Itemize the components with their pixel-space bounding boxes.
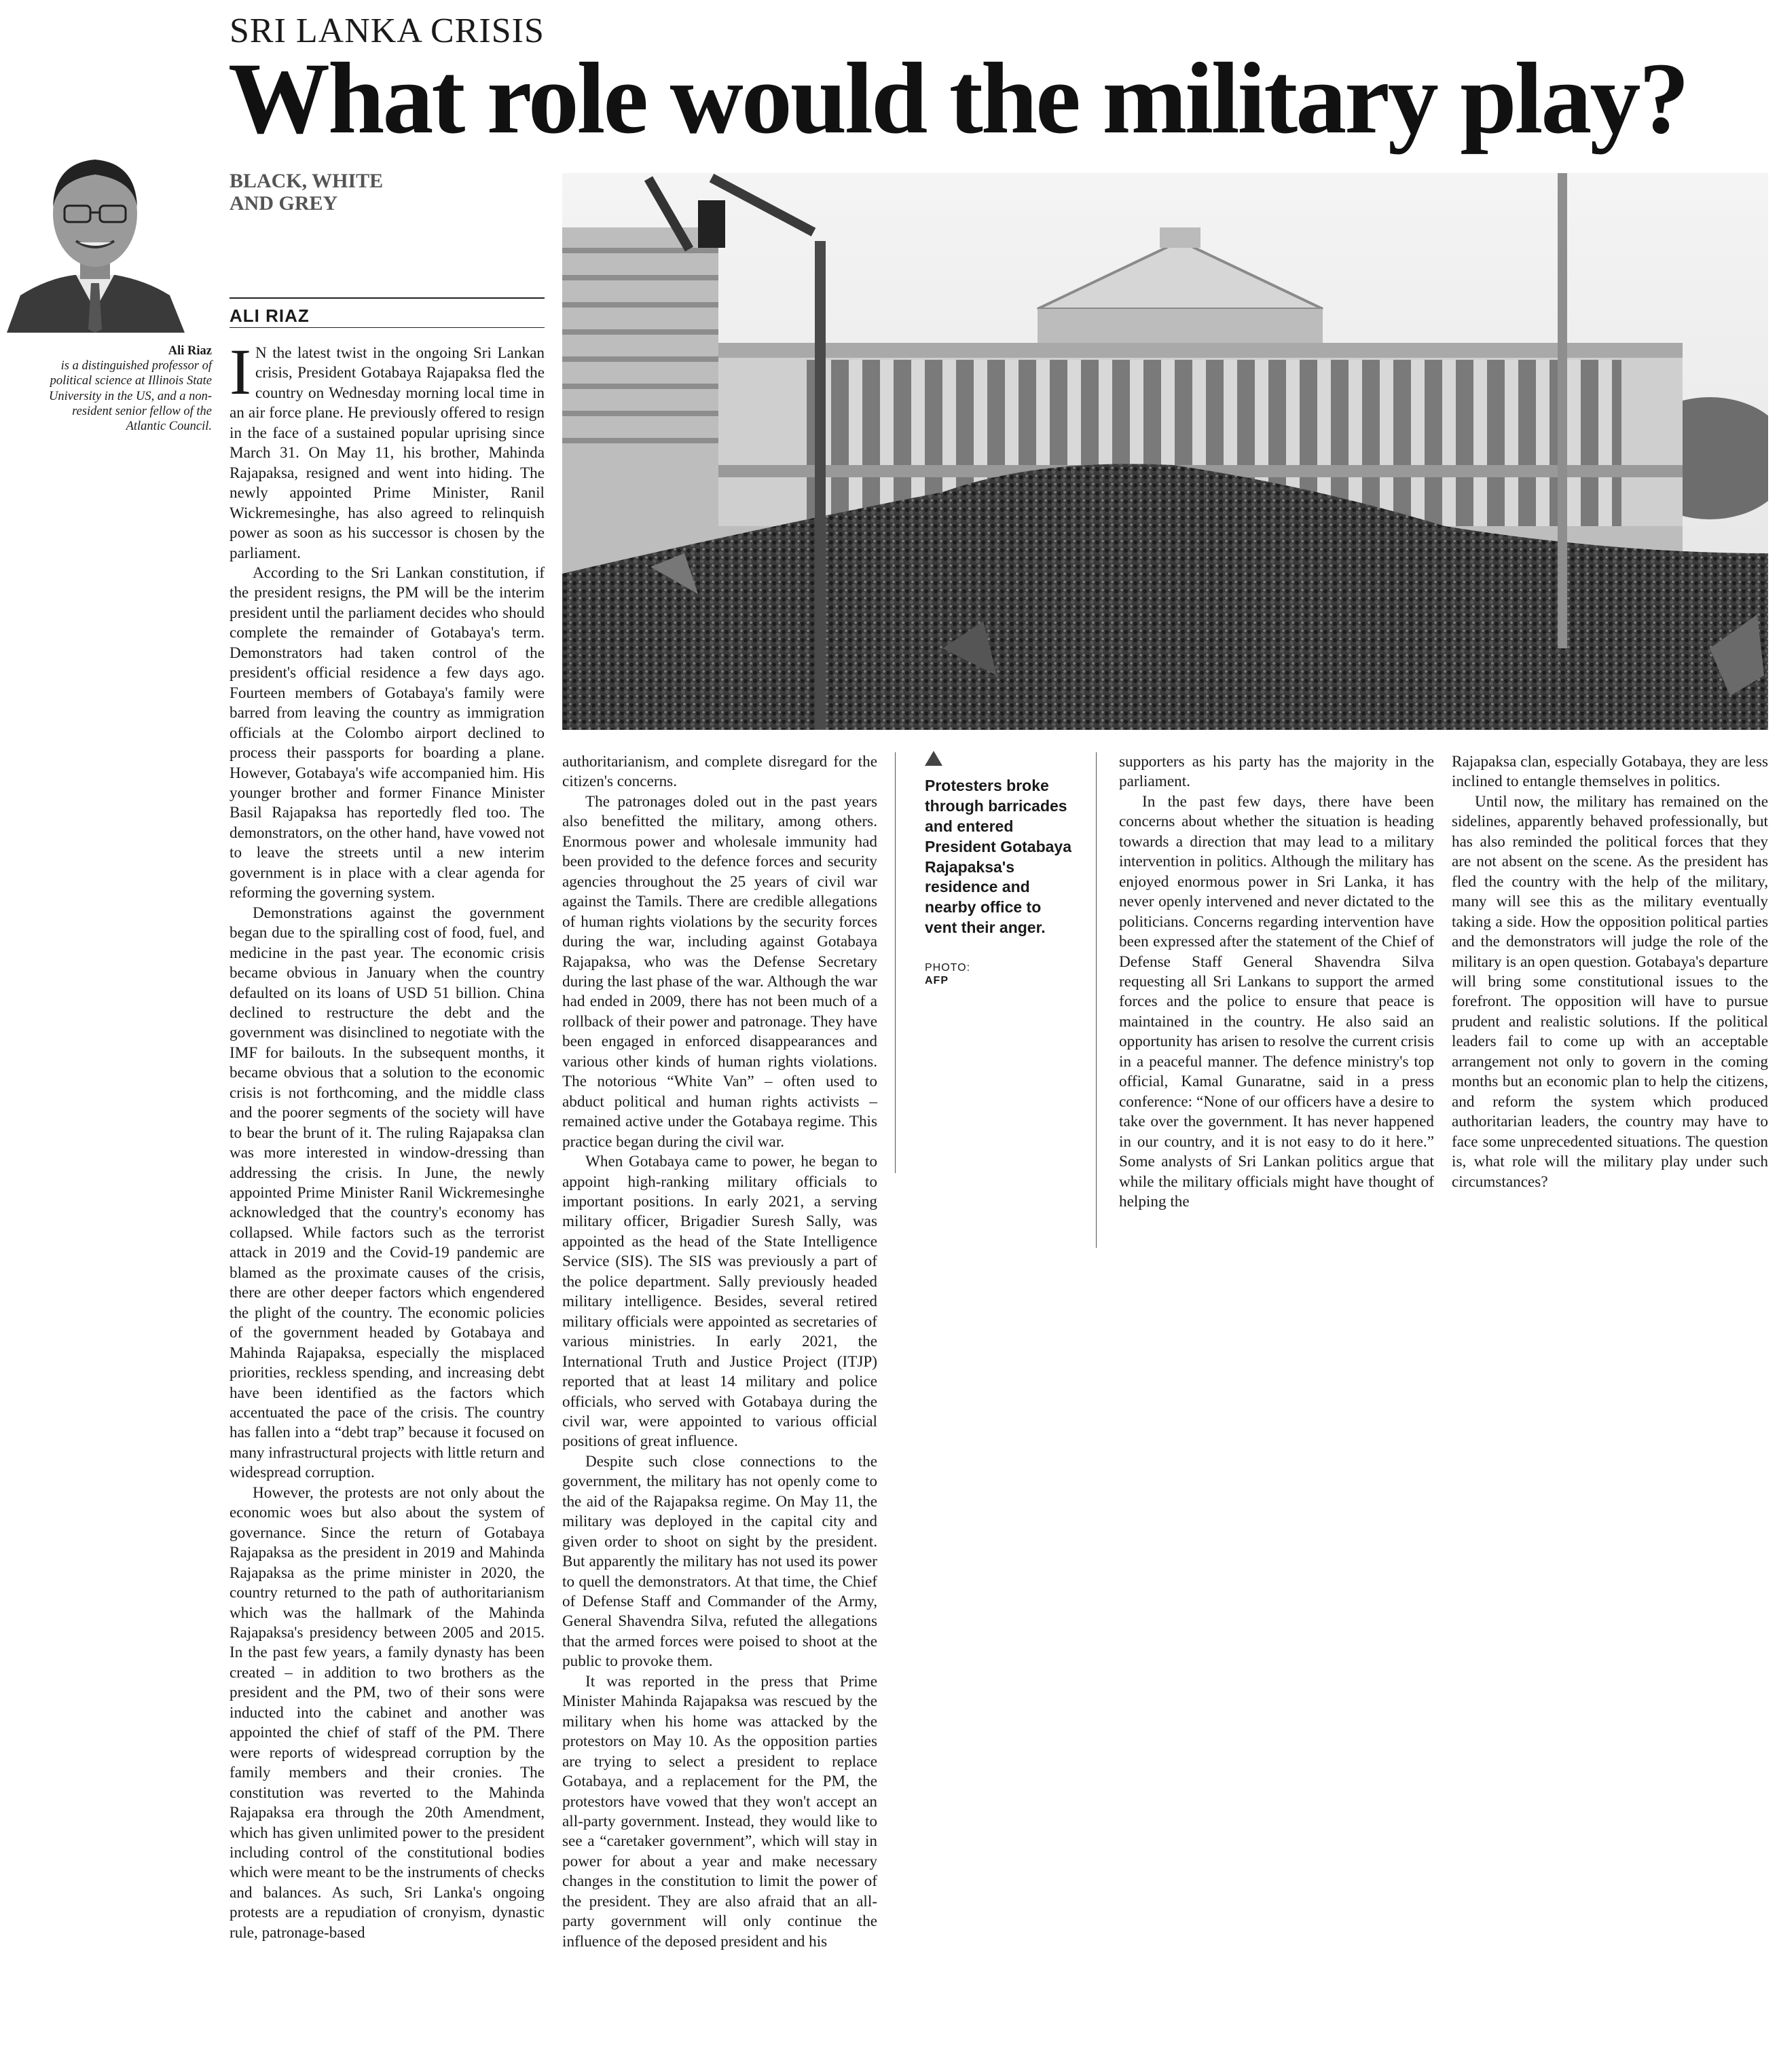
article-column-2 xyxy=(562,752,877,1952)
article-paragraph: In the past few days, there have been concerns about whether the situation is heading towards a direction that may lead to a military intervention in politics. Although the military has enjoyed enormous power in Sri Lanka, it has never openly intervened and never dictated to the politicians. Concerns regarding intervention have been expressed after the statement of the Chief of Defense Staff General Shavendra Silva requesting all Sri Lankans to support the armed forces and the police to ensure that peace is maintained in the country. He also said an opportunity has arisen to resolve the current crisis in a peaceful manner. The defence ministry's top official, Kamal Gunaratne, said in a press conference: “None of our officers have a desire to take over the government. It has never happened in our country, and it is not easy to do it here.” Some analysts of Sri Lankan politics argue that while the military officials might have thought of helping the xyxy=(1119,792,1434,1210)
article-paragraph: It was reported in the press that Prime Minister Mahinda Rajapaksa was rescued by the military when his home was attacked by the protestors on May 10. As the opposition parties are trying to select a president to replace Gotabaya, and a replacement for the PM, the protestors have vowed that they won't accept an all-party government. Instead, they would like to see a “caretaker government”, which will stay in power for about a year and make necessary changes in the constitution to limit the power of the president. They are also afraid that an all-party government will only continue the influence of the deposed president and his xyxy=(562,1672,877,1950)
photo-credit xyxy=(925,961,1074,987)
protest-photo xyxy=(562,173,1768,730)
article-paragraph: The patronages doled out in the past years also benefitted the military, among others. Enormous power and wholesale immunity had been provided to the defence forces and security agencies throughout the 25 years of civil war against the Tamils. There are credible allegations of human rights violations by the security forces during the war, including against Gotabaya Rajapaksa, who was the Defense Secretary during the last phase of the war. Although the war had ended in 2009, there has not been much of a rollback of their power and patronage. They have been engaged in enforced disappearances and various other kinds of human rights violations. The notorious “White Van” – often used to abduct political and human rights activists – remained active under the Gotabaya regime. This practice began during the civil war. xyxy=(562,792,877,1151)
photo-caption xyxy=(925,751,1074,988)
byline-top-rule xyxy=(230,297,545,299)
article-column-4 xyxy=(1452,752,1768,1192)
byline-bottom-rule xyxy=(230,327,545,328)
article-paragraph: Despite such close connections to the government, the military has not openly come to the aid of the Rajapaksa regime. On May 11, the military was deployed in the capital city and given order to shoot on sight by the president. But apparently the military has not used its power to quell the demonstrators. At that time, the Chief of Defense Staff and Commander of the Army, General Shavendra Silva, refuted the allegations that the armed forces were poised to shoot at the public to provoke them. xyxy=(562,1452,877,1671)
section-kicker: SRI LANKA CRISIS xyxy=(230,12,545,50)
article-paragraph: When Gotabaya came to power, he began to appoint high-ranking military officials to important positions. In early 2021, a serving military officer, Brigadier Suresh Sally, was appointed as the head of the State Intelligence Service (SIS). The SIS was previously a part of the police department. Sally previously headed military intelligence. Besides, several retired military officials were appointed as secretaries of various ministries. In early 2021, the International Truth and Justice Project (ITJP) reported that at least 14 military and police officials, who served with Gotabaya during the civil war, were appointed to various official positions of great influence. xyxy=(562,1153,877,1451)
article-paragraph: Rajapaksa clan, especially Gotabaya, they are less inclined to entangle themselves in politics. xyxy=(1452,753,1768,791)
column-divider xyxy=(1096,752,1097,1248)
article-paragraph: Demonstrations against the government began due to the spiralling cost of food, fuel, and medicine in the past year. The economic crisis became obvious in January when the country defaulted on its loans of USD 51 billion. China declined to restructure the debt and the government was disinclined to negotiate with the IMF for bailouts. In the subsequent months, it became obvious that a solution to the economic crisis is not forthcoming, and the middle class and the poorer segments of the society will have to bear the brunt of it. The ruling Rajapaksa clan was more interested in window-dressing than addressing the crisis. In June, the newly appointed Prime Minister Ranil Wickremesinghe acknowledged that the country's economy has collapsed. While factors such as the terrorist attack in 2019 and the Covid-19 pandemic are blamed as the proximate causes of the crisis, there are other deeper factors which engendered the plight of the country. The economic policies of the government headed by Gotabaya and Mahinda Rajapaksa, especially the misplaced priorities, reckless spending, and increasing debt have been identified as the factors which accentuated the pace of the crisis. The country has fallen into a “debt trap” because it focused on many infrastructural projects with little return and widespread corruption. xyxy=(230,904,545,1482)
caption-text: Protesters broke through barricades and entered President Gotabaya Rajapaksa's residence and nearby office to vent their anger. xyxy=(925,777,1072,937)
article-paragraph: Until now, the military has remained on the sidelines, apparently behaved professionally, but has also reminded the political forces that they are not absent on the scene. As the president has fled the country with the help of the military, many will see this as the military eventually taking a side. How the opposition political parties and the demonstrators will judge the role of the military is an open question. Gotabaya's departure will bring some constitutional issues to the forefront. The opposition will have to pursue prudent and realistic solutions. If the political leaders fail to come up with an acceptable arrangement not only to govern in the coming months but an economic plan to help the citizens, and reform the system which produced authoritarian leaders, the country may have to face some unprecedented situations. The question is, what role will the military play under such circumstances? xyxy=(1452,792,1768,1191)
article-paragraph: However, the protests are not only about the economic woes but also about the system of governance. Since the return of Gotabaya Rajapaksa as the president in 2019 and Mahinda Rajapaksa as the prime minister in 2020, the country returned to the path of authoritarianism which was the hallmark of the Mahinda Rajapaksa's presidency between 2005 and 2015. In the past few years, a family dynasty has been created – in addition to two brothers as the president and the PM, two of their sons were inducted into the cabinet and another was appointed the chief of staff of the PM. There were reports of widespread corruption by the family members and their cronies. The constitution was reverted to the Mahinda Rajapaksa era through the 20th Amendment, which has given unlimited power to the president including control of the constitutional bodies which were meant to be the instruments of checks and balances. As such, Sri Lanka's ongoing protests are a repudiation of cronyism, dynastic rule, patronage-based xyxy=(230,1483,545,1942)
article-column-1 xyxy=(230,335,545,1943)
article-paragraph: authoritarianism, and complete disregard for the citizen's concerns. xyxy=(562,753,877,791)
author-name: Ali Riaz xyxy=(168,344,212,358)
author-portrait xyxy=(0,132,189,333)
byline: ALI RIAZ xyxy=(230,306,310,326)
author-bio-text: is a distinguished professor of political science at Illinois State University in the US, and a non-resident senior fellow of the Atlantic Council. xyxy=(49,359,212,433)
drop-cap: I xyxy=(230,335,251,408)
photo-credit-label: PHOTO: xyxy=(925,962,971,974)
photo-credit-source: AFP xyxy=(925,975,949,987)
author-bio xyxy=(41,344,212,434)
column-name-line: BLACK, WHITE xyxy=(230,170,384,192)
column-name-line: AND GREY xyxy=(230,192,338,215)
article-paragraph: According to the Sri Lankan constitution, if the president resigns, the PM will be the interim president until the parliament decides who should complete the remainder of Gotabaya's term. Demonstrators had taken control of the president's official residence a few days ago. Fourteen members of Gotabaya's family were barred from leaving the country as immigration officials at the Colombo airport declined to process their passports for boarding a plane. However, Gotabaya's wife accompanied him. His younger brother and former Finance Minister Basil Rajapaksa has reportedly fled too. The demonstrators, on the other hand, have vowed not to leave the streets until a new interim government is in place with a clear agenda for reforming the governing system. xyxy=(230,563,545,902)
caption-up-arrow-icon xyxy=(925,751,942,766)
article-column-3 xyxy=(1119,752,1434,1212)
headline: What role would the military play? xyxy=(228,42,1688,155)
article-paragraph: supporters as his party has the majority in the parliament. xyxy=(1119,753,1434,791)
column-name xyxy=(230,170,433,215)
article-paragraph: I N the latest twist in the ongoing Sri Lankan crisis, President Gotabaya Rajapaksa fled the country on Wednesday morning local time in an air force plane. He previously offered to resign in the face of a sustained popular uprising since March 31. On May 11, his brother, Mahinda Rajapaksa, resigned and went into hiding. The newly appointed Prime Minister, Ranil Wickremesinghe, has also agreed to relinquish power as soon as his successor is chosen by the parliament. xyxy=(230,335,545,562)
column-divider xyxy=(895,752,896,1173)
